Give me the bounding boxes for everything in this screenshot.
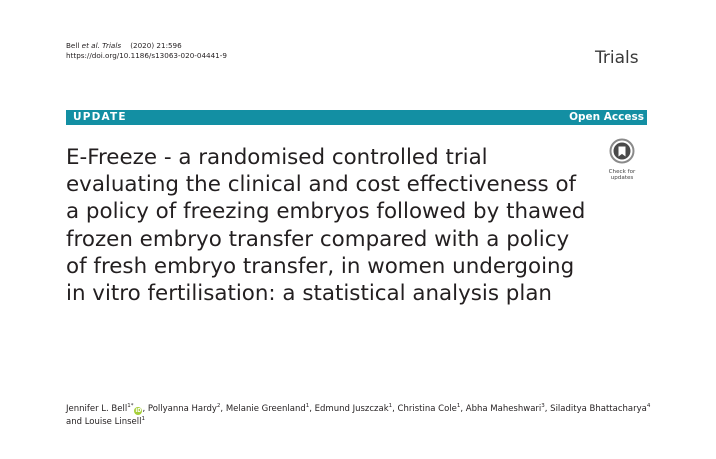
author-affiliation: 1* [127,403,134,409]
author-joiner: and [66,417,82,427]
author-name: Abha Maheshwari [465,404,542,414]
author-affiliation: 1 [456,403,461,409]
author [550,404,650,414]
author-name: Siladitya Bhattacharya [550,404,647,414]
author [466,404,545,414]
article-type-label: UPDATE [73,111,127,123]
author-affiliation: 4 [646,403,651,409]
author [66,404,142,414]
author [226,404,309,414]
author [148,404,221,414]
author [398,404,461,414]
bookmark-check-icon [609,138,635,164]
article-title: E-Freeze - a randomised controlled trial evaluating the clinical and cost effectiveness of a policy of freezing embryos followed by thawed frozen embryo transfer compared with a policy of fresh embryo transfer, in women undergoing in vitro fertilisation: a statistical analysis plan [66,145,586,307]
journal-name: Trials [595,48,639,68]
orcid-icon[interactable]: iD [135,408,142,414]
author-name: Edmund Juszczak [314,404,389,414]
author-name: Jennifer L. Bell [66,404,128,414]
check-for-updates-badge[interactable] [598,138,646,188]
author-affiliation: 1 [141,416,145,422]
author [85,417,145,427]
author-name: Melanie Greenland [225,404,306,414]
author-affiliation: 1 [388,403,393,409]
citation-block [66,41,227,61]
author-affiliation: 2 [216,403,221,409]
citation-author: Bell [66,41,80,50]
author [315,404,392,414]
author-name: Christina Cole [397,404,457,414]
doi-link[interactable]: https://doi.org/10.1186/s13063-020-04441-9 [66,51,227,60]
author-affiliation: 1 [305,403,310,409]
badge-line-1: Check for [608,169,636,175]
author-list: Jennifer L. Bell$^{1*}$iD, Pollyanna Hardy$^2$, Melanie Greenland$^1$, Edmund Juszczak$^1$, Christina Cole$^1$, Abha Maheshwari$^3$, Siladitya Bhattacharya$^4$ and Louise Linsell$^1$ [66,403,651,427]
citation-journal: et al. Trials [81,41,122,50]
author-name: Louise Linsell [84,417,142,427]
author-name: Pollyanna Hardy [147,404,217,414]
badge-text [598,169,646,181]
badge-line-2: updates [610,175,634,182]
citation-line [66,41,227,51]
open-access-label[interactable]: Open Access [569,111,644,123]
citation-year-volume: (2020) 21:596 [130,41,182,50]
article-type-banner [66,110,647,125]
author-affiliation: 3 [541,403,545,409]
